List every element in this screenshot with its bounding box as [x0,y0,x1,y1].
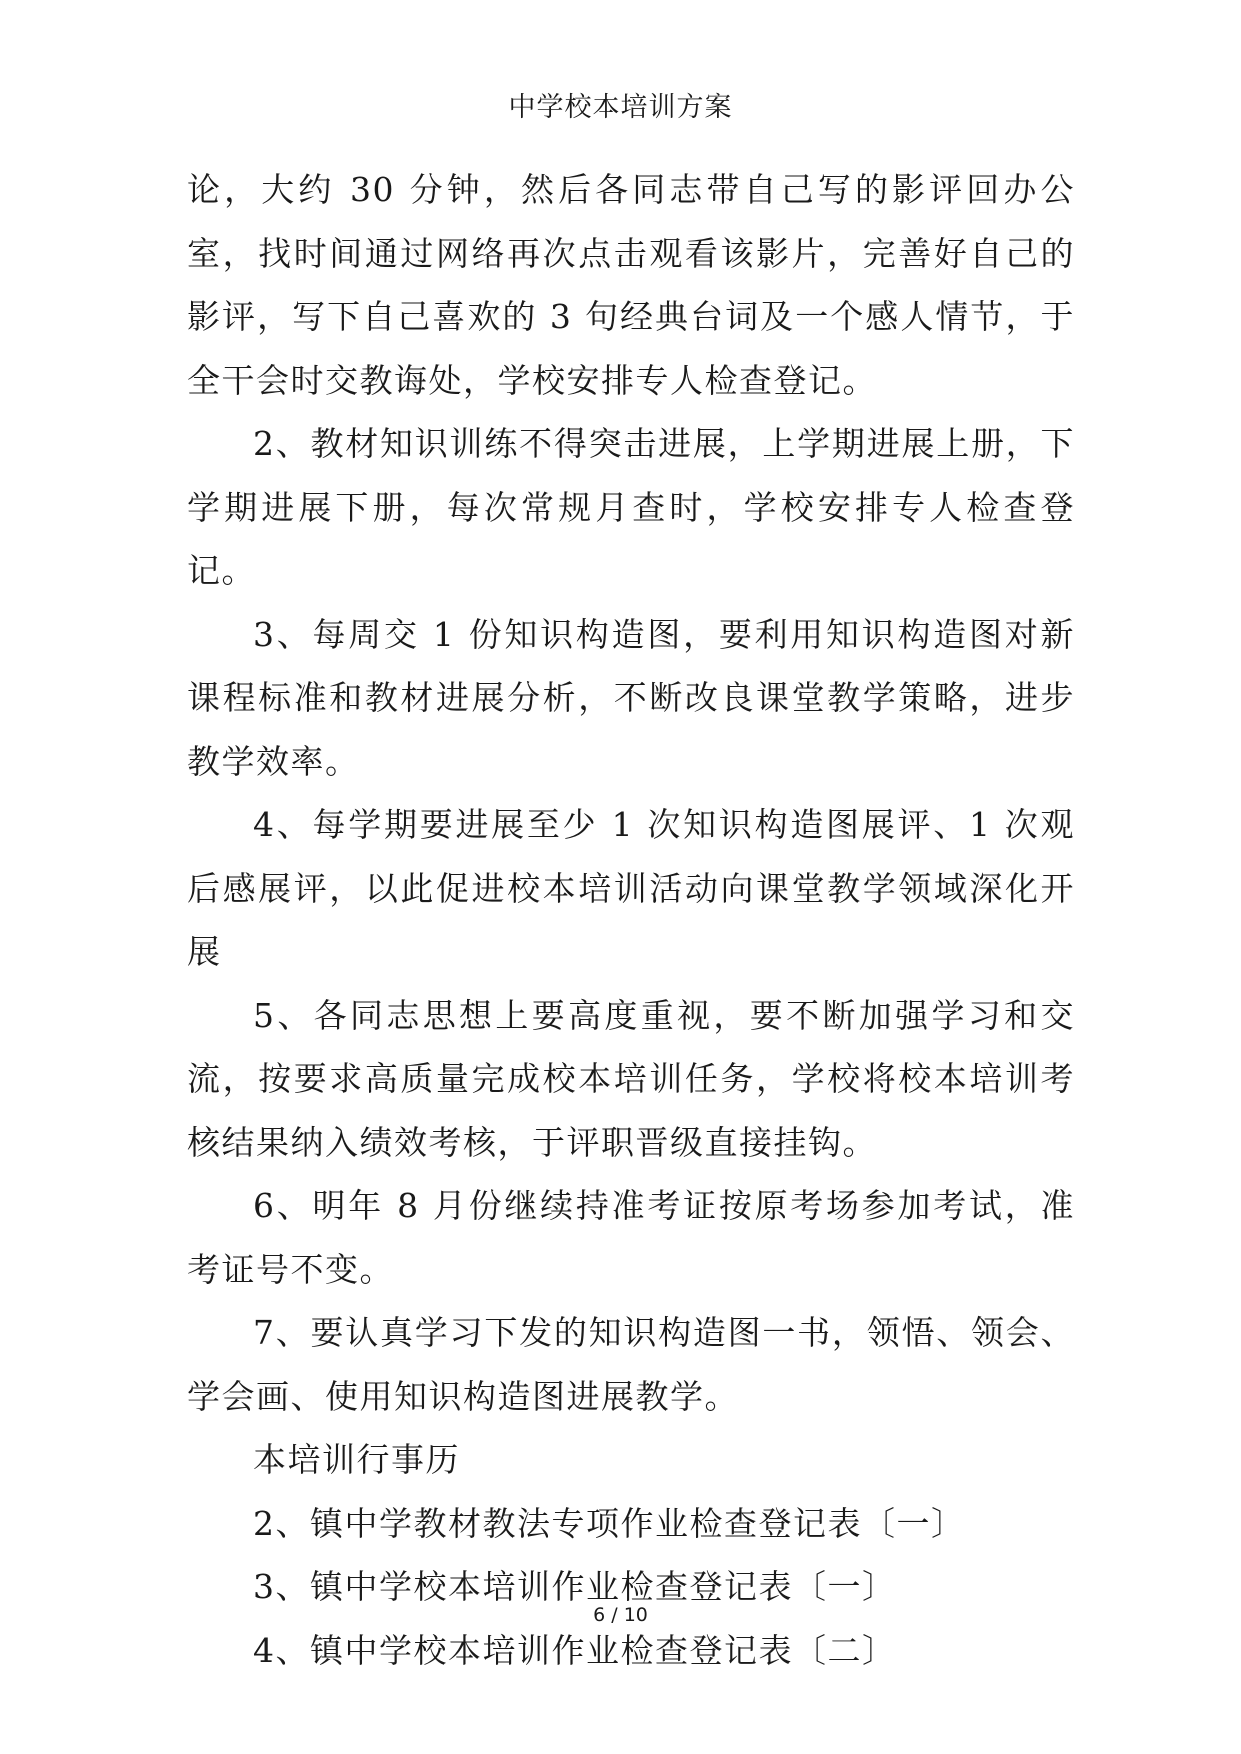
page-header-title: 中学校本培训方案 [508,92,733,123]
list-item-form-4: 4、镇中学校本培训作业检查登记表〔二〕 [253,1630,897,1670]
paragraph-item-5: 5、各同志思想上要高度重视，要不断加强学习和交流，按要求高质量完成校本培训任务，学校将校本培训考核结果纳入绩效考核，于评职晋级直接挂钩。 [187,995,1075,1162]
list-item-form-3: 3、镇中学校本培训作业检查登记表〔一〕 [253,1567,897,1606]
paragraph-item-2: 2、教材知识训练不得突击进展，上学期进展上册，下学期进展下册，每次常规月查时，学校安排专人检查登记。 [187,424,1075,590]
document-body [187,158,1075,1682]
section-heading-calendar: 本培训行事历 [253,1440,460,1479]
paragraph-item-4: 4、每学期要进展至少 1 次知识构造图展评、1 次观后感展评，以此促进校本培训活动向课堂教学领域深化开展 [187,805,1075,971]
page-number: 6 / 10 [593,1604,648,1626]
paragraph-continuation: 论，大约 30 分钟，然后各同志带自己写的影评回办公室，找时间通过网络再次点击观看该影片，完善好自己的影评，写下自己喜欢的 3 句经典台词及一个感人情节，于全干会时交教诲处，学校安排专人检查登记。 [187,170,1075,400]
paragraph-item-6: 6、明年 8 月份继续持准考证按原考场参加考试，准考证号不变。 [187,1186,1075,1289]
paragraph-item-3: 3、每周交 1 份知识构造图，要利用知识构造图对新课程标准和教材进展分析，不断改良课堂教学策略，进步教学效率。 [187,614,1075,781]
paragraph-item-7: 7、要认真学习下发的知识构造图一书，领悟、领会、学会画、使用知识构造图进展教学。 [187,1313,1075,1416]
list-item-form-2: 2、镇中学教材教法专项作业检查登记表〔一〕 [253,1503,966,1543]
